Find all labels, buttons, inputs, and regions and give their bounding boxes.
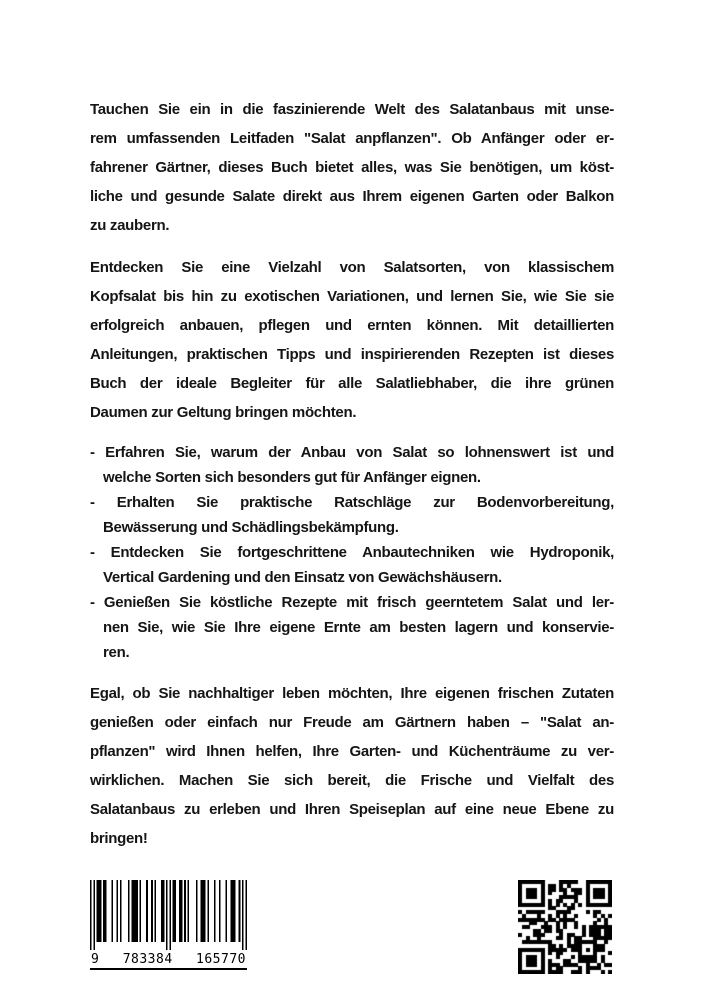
text-line: pflanzen" wird Ihnen helfen, Ihre Garten- und Küchenträume zu ver- — [90, 743, 614, 760]
text-line: erfolgreich anbauen, pflegen und ernten können. Mit detaillierten — [90, 317, 614, 334]
text-line: nen Sie, wie Sie Ihre eigene Ernte am besten lagern und konservie- — [103, 619, 614, 636]
text-line: Buch der ideale Begleiter für alle Salatliebhaber, die ihre grünen — [90, 375, 614, 392]
bullet-item — [90, 490, 614, 540]
barcode — [90, 880, 247, 970]
bullet-item — [90, 590, 614, 665]
barcode-digit-group: 9 — [91, 952, 100, 967]
text-line: Egal, ob Sie nachhaltiger leben möchten, Ihre eigenen frischen Zutaten — [90, 685, 614, 702]
barcode-digit-group: 165770 — [196, 952, 246, 967]
barcode-digit-group: 783384 — [122, 952, 173, 967]
barcode-bars-icon — [90, 880, 247, 950]
text-line: - Entdecken Sie fortgeschrittene Anbautechniken wie Hydroponik, — [90, 544, 614, 561]
bottom-row — [90, 880, 612, 976]
paragraph-closing — [90, 679, 614, 853]
text-line: Entdecken Sie eine Vielzahl von Salatsorten, von klassischem — [90, 259, 614, 276]
bullet-list — [90, 440, 614, 665]
text-line: Salatanbaus zu erleben und Ihren Speiseplan auf eine neue Ebene zu — [90, 801, 614, 818]
paragraph-overview — [90, 253, 614, 427]
text-line: - Erfahren Sie, warum der Anbau von Salat so lohnenswert ist und — [90, 444, 614, 461]
text-line: Daumen zur Geltung bringen möchten. — [90, 404, 357, 421]
text-line: liche und gesunde Salate direkt aus Ihrem eigenen Garten oder Balkon — [90, 188, 614, 205]
text-line: zu zaubern. — [90, 217, 170, 234]
text-line: Bewässerung und Schädlingsbekämpfung. — [103, 519, 399, 536]
text-line: Kopfsalat bis hin zu exotischen Variationen, und lernen Sie, wie Sie sie — [90, 288, 614, 305]
bullet-item — [90, 540, 614, 590]
text-line: ren. — [103, 644, 130, 661]
text-line: fahrener Gärtner, dieses Buch bietet alles, was Sie benötigen, um köst- — [90, 159, 614, 176]
text-line: Tauchen Sie ein in die faszinierende Welt des Salatanbaus mit unse- — [90, 101, 614, 118]
text-line: - Erhalten Sie praktische Ratschläge zur Bodenvorbereitung, — [90, 494, 614, 511]
text-line: wirklichen. Machen Sie sich bereit, die Frische und Vielfalt des — [90, 772, 614, 789]
bullet-item — [90, 440, 614, 490]
text-line: Vertical Gardening und den Einsatz von Gewächshäusern. — [103, 569, 502, 586]
blurb-text — [90, 95, 614, 866]
paragraph-intro — [90, 95, 614, 240]
text-line: genießen oder einfach nur Freude am Gärtnern haben – "Salat an- — [90, 714, 614, 731]
text-line: bringen! — [90, 830, 148, 847]
text-line: rem umfassenden Leitfaden "Salat anpflanzen". Ob Anfänger oder er- — [90, 130, 614, 147]
qr-code-icon — [518, 880, 612, 974]
text-line: - Genießen Sie köstliche Rezepte mit frisch geerntetem Salat und ler- — [90, 594, 614, 611]
text-line: Anleitungen, praktischen Tipps und inspirierenden Rezepten ist dieses — [90, 346, 614, 363]
barcode-number — [90, 950, 247, 970]
text-line: welche Sorten sich besonders gut für Anfänger eignen. — [103, 469, 481, 486]
